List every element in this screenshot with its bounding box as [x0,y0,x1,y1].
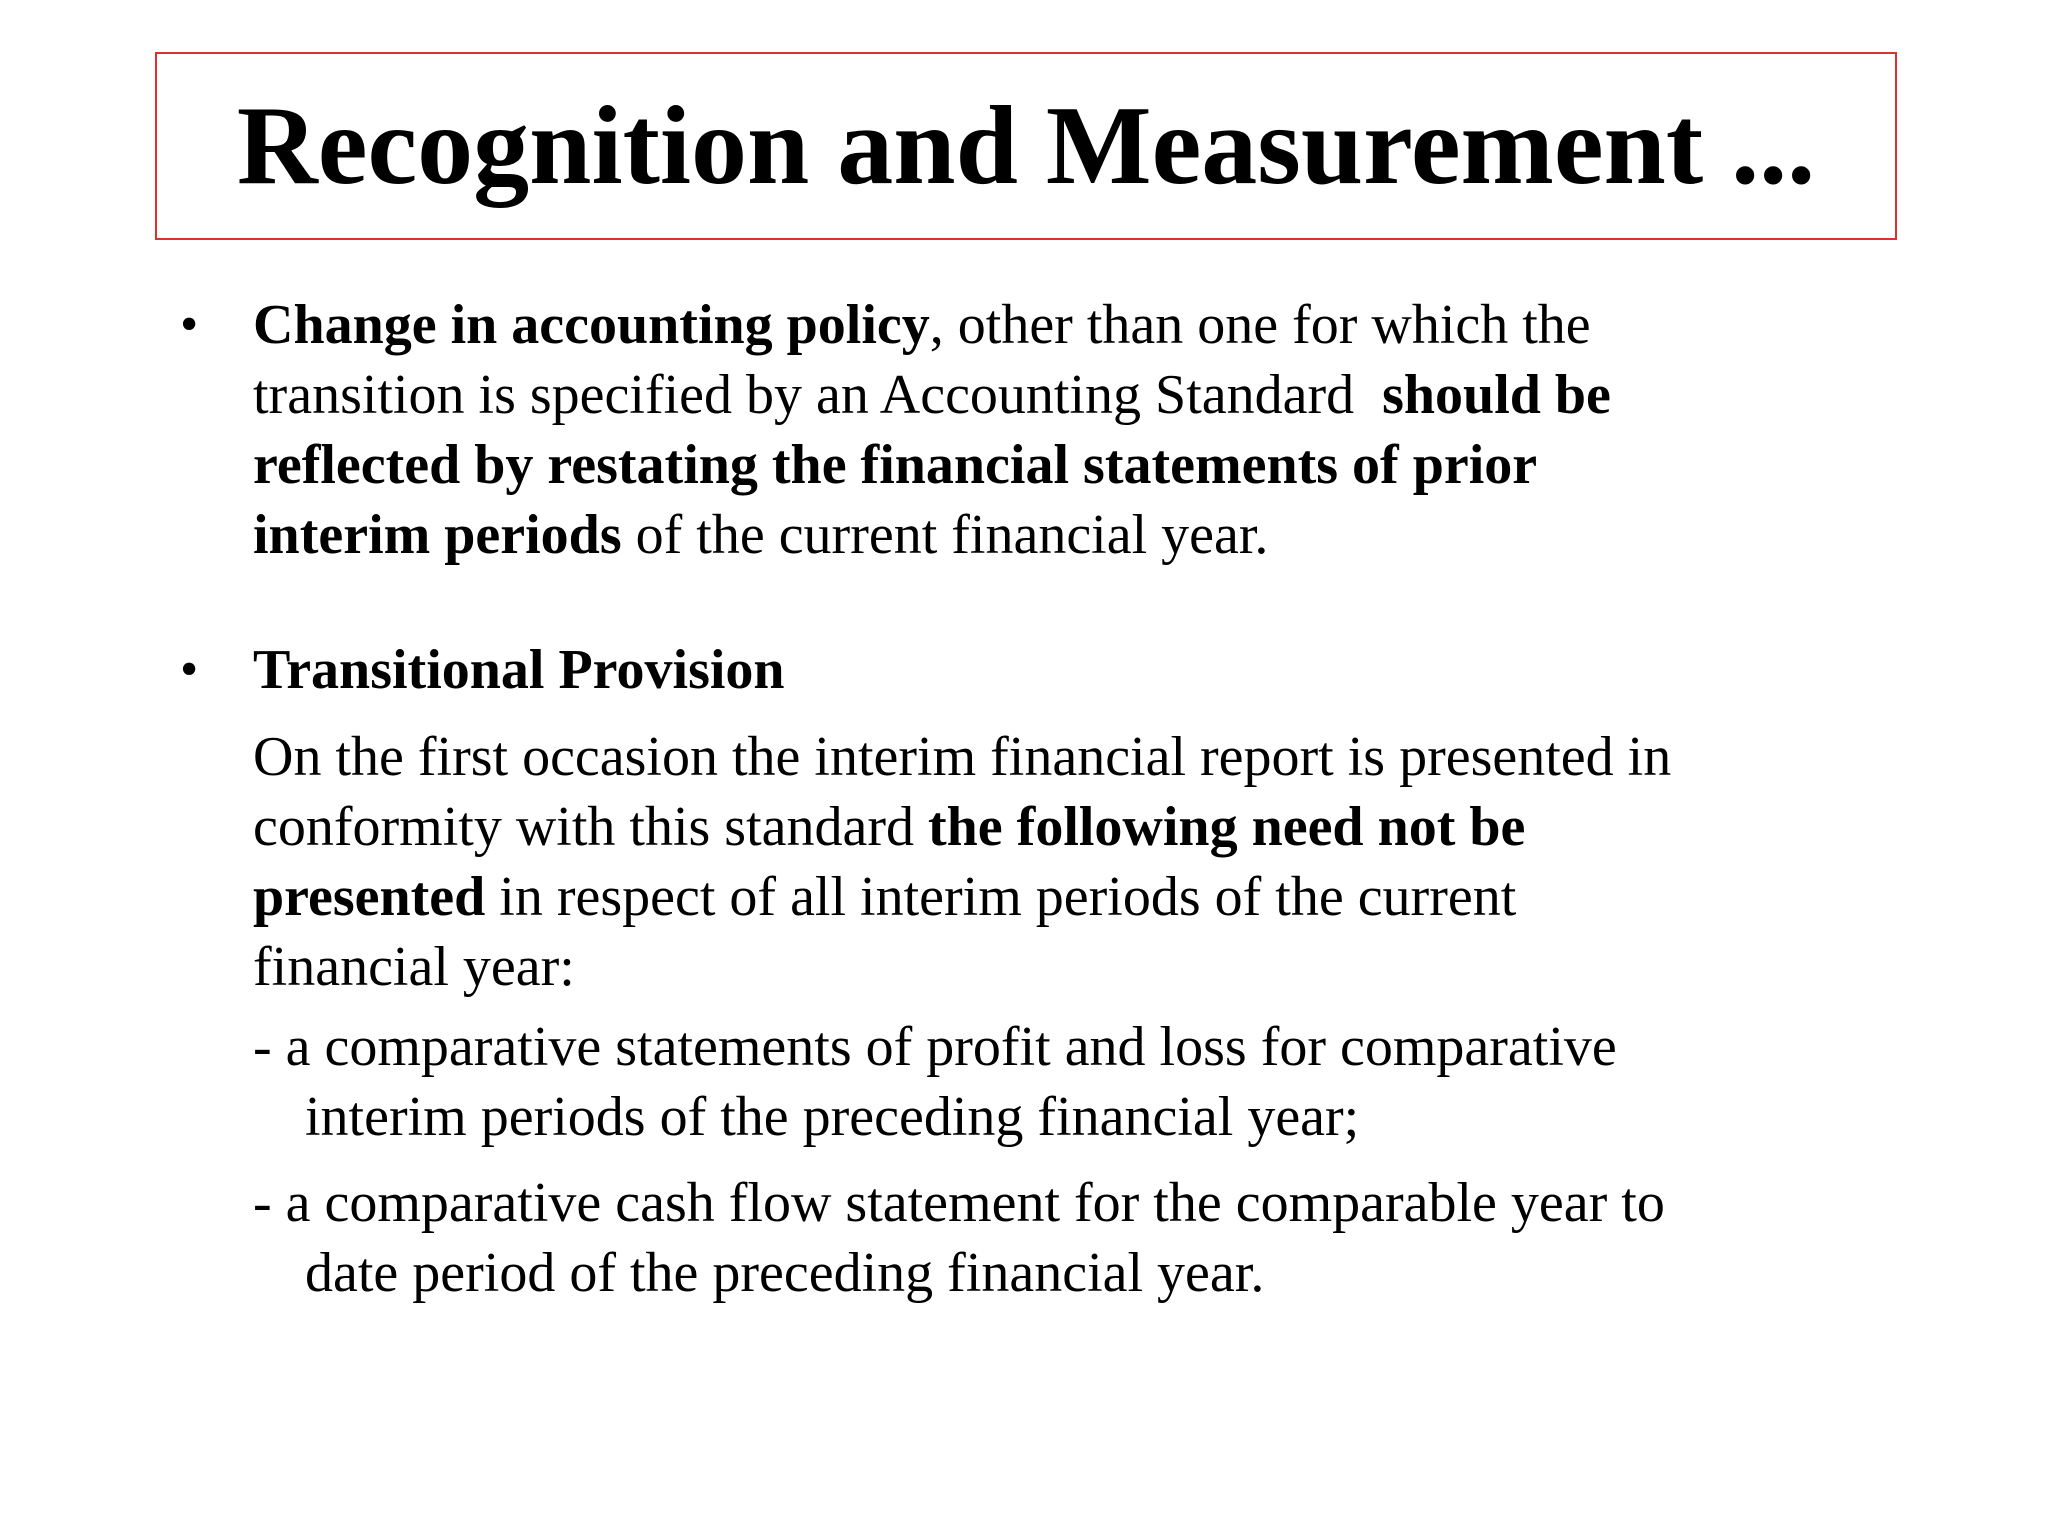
text-run: of the current financial year. [621,504,1269,566]
text-run: presented [253,866,486,928]
sub-item-line: interim periods of the preceding financial year; [305,1086,1360,1148]
bullet-2-line [253,932,1893,1002]
text-run: reflected by restating the financial statements of prior [253,434,1538,496]
bullet-2-paragraph-block [253,722,1893,1002]
text-run: conformity with this standard [253,796,929,858]
bullet-marker: • [180,641,199,698]
sub-item-line: date period of the preceding financial year. [305,1242,1265,1304]
text-run: financial year: [253,936,575,998]
sub-item-line: - a comparative statements of profit and loss for comparative [253,1016,1617,1078]
bullet-2-paragraph [253,722,1893,1002]
bullet-2-line [253,862,1893,932]
text-run: Change in accounting policy [253,294,930,356]
text-run: interim periods [253,504,622,566]
text-run: in respect of all interim periods of the current [485,866,1517,928]
bullet-1-line [253,290,1893,360]
bullet-2-heading-block [253,635,1893,705]
bullet-marker: • [180,296,199,353]
sub-item-line: - a comparative cash flow statement for the comparable year to [253,1172,1665,1234]
bullet-1-line [253,430,1893,500]
bullet-2-line [253,722,1893,792]
text-run: , other than one for which the [929,294,1591,356]
text-run: the following need not be [928,796,1526,858]
bullet-2-line [253,792,1893,862]
text-run: should be [1382,364,1611,426]
text-run: transition is specified by an Accounting Standard [253,364,1383,426]
title-box [155,52,1897,240]
sub-item [253,1012,1617,1152]
bullet-1-text [253,290,1893,570]
text-run: On the first occasion the interim financial report is presented in [253,726,1672,788]
bullet-1-paragraph [253,290,1893,570]
bullet-1-line [253,500,1893,570]
sub-item [253,1168,1665,1308]
bullet-1-line [253,360,1893,430]
bullet-2-heading [253,635,1893,705]
transitional-provision-heading: Transitional Provision [253,639,785,701]
slide-title: Recognition and Measurement ... [236,84,1816,208]
